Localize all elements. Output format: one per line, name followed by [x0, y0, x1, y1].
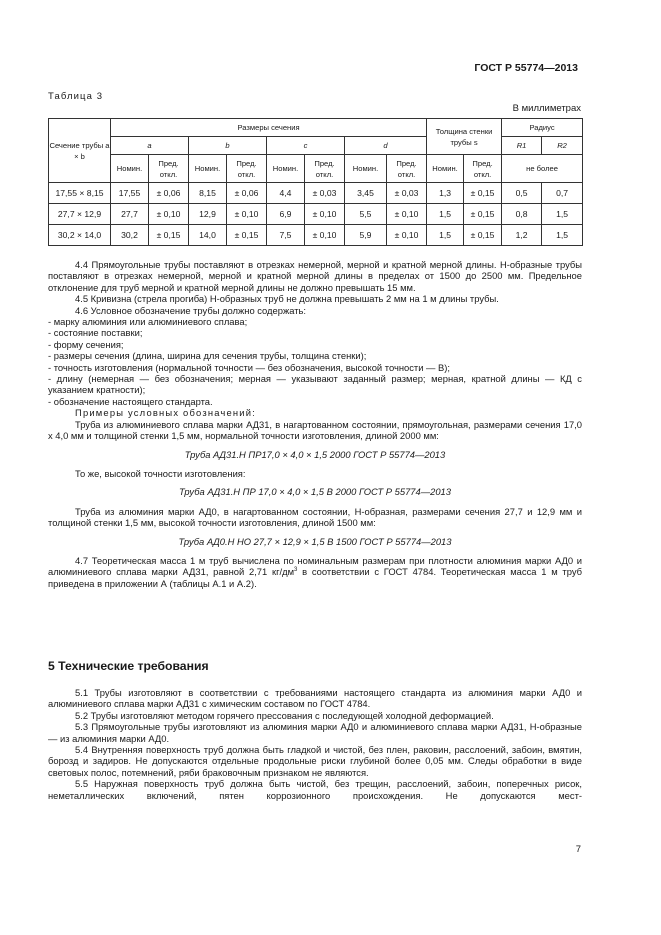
table-header-row-1	[49, 119, 583, 137]
paragraph-4-5: 4.5 Кривизна (стрела прогиба) Н-образных труб не должна превышать 2 мм на 1 м длины трубы.	[75, 293, 499, 305]
paragraph-5-4: 5.4 Внутренняя поверхность труб должна быть гладкой и чистой, без плен, раковин, расслоений, забоин, вмятин, борозд и задиров. Не допускаются отдельные продольные риски глубиной более 0,05 мм. Следы обработки в виде световых полос, потемнений, ряби браковочным признаком не являются.	[48, 744, 582, 778]
list-item: - состояние поставки;	[48, 327, 143, 339]
examples-label: Примеры условных обозначений:	[75, 407, 256, 419]
paragraph-5-2: 5.2 Трубы изготовляют методом горячего прессования с последующей холодной деформацией.	[75, 709, 494, 721]
table-cell: 0,5	[502, 183, 542, 204]
col-c-header: c	[267, 137, 345, 155]
dimensions-table	[48, 118, 583, 246]
table-cell: ± 0,15	[464, 204, 502, 225]
table-cell: 7,5	[267, 225, 305, 246]
list-item: - размеры сечения (длина, ширина для сечения трубы, толщина стенки);	[48, 350, 367, 362]
list-item: - марку алюминия или алюминиевого сплава;	[48, 316, 248, 328]
list-item: - форму сечения;	[48, 338, 124, 350]
table-cell: 1,5	[542, 204, 583, 225]
paragraph-5-5: 5.5 Наружная поверхность труб должна быть чистой, без трещин, расслоений, забоин, поперечных рисок, неметаллических включений, пятен коррозионного происхождения. Не допускаются мест-	[48, 778, 582, 801]
table-cell: ± 0,10	[227, 204, 267, 225]
table-row	[49, 183, 583, 204]
table-cell: ± 0,06	[227, 183, 267, 204]
dev-header: Пред. откл.	[464, 155, 502, 183]
table-cell: ± 0,03	[387, 183, 427, 204]
table-cell: ± 0,10	[387, 204, 427, 225]
col-b-header: b	[189, 137, 267, 155]
nom-header: Номин.	[427, 155, 464, 183]
example-2-description: То же, высокой точности изготовления:	[75, 467, 246, 479]
col-d-header: d	[345, 137, 427, 155]
example-3-code: Труба АД0.Н НО 27,7 × 12,9 × 1,5 В 1500 ГОСТ Р 55774—2013	[178, 535, 452, 547]
table-cell: 27,7 × 12,9	[49, 204, 111, 225]
units-label: В миллиметрах	[512, 103, 581, 114]
table-cell: 1,5	[427, 225, 464, 246]
table-cell: 8,15	[189, 183, 227, 204]
paragraph-4-7: 4.7 Теоретическая масса 1 м труб вычислена по номинальным размерам при плотности алюминия марки АД0 и алюминиевого сплава марки АД31, равной 2,71 $кг/дм^3$ в соответствии с ГОСТ 4784. Теоретическая масса 1 м труб приведена в приложении А (таблицы А.1 и А.2).	[48, 554, 582, 589]
table-cell: ± 0,15	[227, 225, 267, 246]
nom-header: Номин.	[189, 155, 227, 183]
table-header-row-3	[49, 155, 583, 183]
table-cell: ± 0,15	[464, 225, 502, 246]
table-cell: ± 0,15	[464, 183, 502, 204]
table-cell: 17,55	[111, 183, 149, 204]
table-cell: ± 0,10	[305, 225, 345, 246]
table-cell: 5,9	[345, 225, 387, 246]
section-5-title: 5 Технические требования	[48, 659, 209, 673]
table-cell: ± 0,06	[149, 183, 189, 204]
table-cell: 5,5	[345, 204, 387, 225]
list-item: - длину (немерная — без обозначения; мерная — указывают заданный размер; мерная, кратной длины — КД с указанием кратности);	[48, 373, 582, 396]
paragraph-5-3: 5.3 Прямоугольные трубы изготовляют из алюминия марки АД0 и алюминиевого сплава марки АД31, Н-образные — из алюминия марки АД0.	[48, 721, 582, 744]
paragraph-5-1: 5.1 Трубы изготовляют в соответствии с требованиями настоящего стандарта из алюминия марки АД0 и алюминиевого сплава марки АД31 с химическим составом по ГОСТ 4784.	[48, 687, 582, 710]
nom-header: Номин.	[345, 155, 387, 183]
table-cell: 1,3	[427, 183, 464, 204]
list-item: - обозначение настоящего стандарта.	[48, 395, 213, 407]
table-cell: 1,5	[542, 225, 583, 246]
table-row	[49, 204, 583, 225]
section-4-text	[48, 259, 582, 589]
page-number: 7	[575, 844, 581, 855]
radius-header: Радиус	[502, 119, 583, 137]
table-row	[49, 225, 583, 246]
table-cell: 3,45	[345, 183, 387, 204]
table-cell: 17,55 × 8,15	[49, 183, 111, 204]
example-3-description: Труба из алюминия марки АД0, в нагартованном состоянии, Н-образная, размерами сечения 27,7 и 12,9 мм и толщиной стенки 1,5 мм, высокой точности изготовления, длиной 1500 мм:	[48, 505, 582, 529]
r2-header: R2	[542, 137, 583, 155]
dimensions-header: Размеры сечения	[111, 119, 427, 137]
paragraph-4-6: 4.6 Условное обозначение трубы должно содержать:	[75, 304, 307, 316]
table-cell: 14,0	[189, 225, 227, 246]
table-cell: 0,8	[502, 204, 542, 225]
example-1-code: Труба АД31.Н ПР17,0 × 4,0 × 1,5 2000 ГОСТ Р 55774—2013	[184, 448, 446, 460]
dev-header: Пред. откл.	[305, 155, 345, 183]
nom-header: Номин.	[267, 155, 305, 183]
table-cell: ± 0,10	[387, 225, 427, 246]
r1-header: R1	[502, 137, 542, 155]
table-cell: ± 0,15	[149, 225, 189, 246]
table-cell: ± 0,10	[149, 204, 189, 225]
table-cell: 30,2 × 14,0	[49, 225, 111, 246]
section-5-text	[48, 687, 582, 801]
example-2-code: Труба АД31.Н ПР 17,0 × 4,0 × 1,5 В 2000 ГОСТ Р 55774—2013	[179, 486, 451, 498]
list-item: - точность изготовления (нормальной точности — без обозначения, высокой точности — В);	[48, 361, 451, 373]
table-cell: 12,9	[189, 204, 227, 225]
col-a-header: a	[111, 137, 189, 155]
section-header: Сечение трубы a × b	[49, 119, 111, 183]
table-cell: 1,5	[427, 204, 464, 225]
wall-header: Толщина стенки трубы s	[427, 119, 502, 155]
table-cell: 0,7	[542, 183, 583, 204]
table-cell: 4,4	[267, 183, 305, 204]
nom-header: Номин.	[111, 155, 149, 183]
table-cell: 1,2	[502, 225, 542, 246]
standard-header: ГОСТ Р 55774—2013	[474, 62, 578, 74]
table-header-row-2	[49, 137, 583, 155]
table-cell: ± 0,03	[305, 183, 345, 204]
table-caption: Таблица 3	[48, 91, 104, 102]
dev-header: Пред. откл.	[149, 155, 189, 183]
example-1-description: Труба из алюминиевого сплава марки АД31, в нагартованном состоянии, прямоугольная, размерами сечения 17,0 x 4,0 мм и толщиной стенки 1,5 мм, нормальной точности изготовления, длиной 2000 мм:	[48, 418, 582, 442]
table-cell: 6,9	[267, 204, 305, 225]
table-cell: 30,2	[111, 225, 149, 246]
max-header: не более	[502, 155, 583, 183]
table-cell: ± 0,10	[305, 204, 345, 225]
dev-header: Пред. откл.	[387, 155, 427, 183]
paragraph-4-4: 4.4 Прямоугольные трубы поставляют в отрезках немерной, мерной и кратной мерной длины. Н-образные трубы поставляют в отрезках немерной, мерной и кратной мерной длины в пределах от 1500 до 2500 мм. Предельное отклонение для труб мерной и кратной мерной длины не должно превышать 15 мм.	[48, 259, 582, 293]
table-cell: 27,7	[111, 204, 149, 225]
dev-header: Пред. откл.	[227, 155, 267, 183]
